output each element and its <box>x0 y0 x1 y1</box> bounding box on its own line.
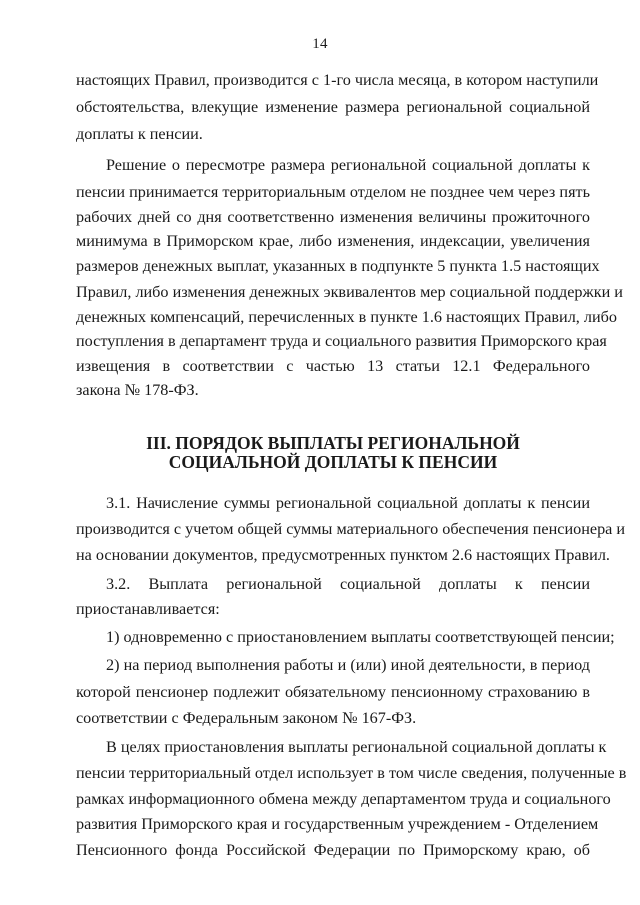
paragraph-line: пенсии принимается территориальным отделом не позднее чем через пять <box>76 183 590 201</box>
list-item: 2) на период выполнения работы и (или) иной деятельности, в период <box>106 656 590 674</box>
paragraph-line: пенсии территориальный отдел использует в том числе сведения, полученные в <box>76 764 627 782</box>
paragraph-line: развития Приморского края и государственным учреждением - Отделением <box>76 815 599 833</box>
paragraph-line: доплаты к пенсии. <box>76 125 203 143</box>
paragraph-line: производится с учетом общей суммы материального обеспечения пенсионера и <box>76 520 626 538</box>
paragraph-line: приостанавливается: <box>76 600 220 618</box>
paragraph-line: извещения в соответствии с частью 13 статьи 12.1 Федерального <box>76 357 590 375</box>
paragraph-line: Решение о пересмотре размера региональной социальной доплаты к <box>106 156 590 174</box>
paragraph-line: рабочих дней со дня соответственно изменения величины прожиточного <box>76 208 590 226</box>
paragraph-line: поступления в департамент труда и социального развития Приморского края <box>76 332 607 350</box>
paragraph-line: обстоятельства, влекущие изменение размера региональной социальной <box>76 98 590 116</box>
paragraph-line: 3.1. Начисление суммы региональной социальной доплаты к пенсии <box>106 494 590 512</box>
paragraph-line: которой пенсионер подлежит обязательному пенсионному страхованию в <box>76 683 590 701</box>
paragraph-line: настоящих Правил, производится с 1-го числа месяца, в котором наступили <box>76 71 599 89</box>
paragraph-line: 3.2. Выплата региональной социальной доплаты к пенсии <box>106 575 590 593</box>
paragraph-line: Правил, либо изменения денежных эквивалентов мер социальной поддержки и <box>76 283 623 301</box>
section-heading: СОЦИАЛЬНОЙ ДОПЛАТЫ К ПЕНСИИ <box>168 452 498 472</box>
paragraph-line: на основании документов, предусмотренных пунктом 2.6 настоящих Правил. <box>76 546 610 564</box>
section-heading: III. ПОРЯДОК ВЫПЛАТЫ РЕГИОНАЛЬНОЙ <box>146 433 520 453</box>
list-item: 1) одновременно с приостановлением выплаты соответствующей пенсии; <box>106 628 615 646</box>
paragraph-line: закона № 178-ФЗ. <box>76 381 199 399</box>
paragraph-line: денежных компенсаций, перечисленных в пункте 1.6 настоящих Правил, либо <box>76 308 617 326</box>
page-number: 14 <box>312 36 328 52</box>
paragraph-line: минимума в Приморском крае, либо изменения, индексации, увеличения <box>76 232 590 250</box>
paragraph-line: В целях приостановления выплаты региональной социальной доплаты к <box>106 738 607 756</box>
paragraph-line: размеров денежных выплат, указанных в подпункте 5 пункта 1.5 настоящих <box>76 257 600 275</box>
paragraph-line: соответствии с Федеральным законом № 167-ФЗ. <box>76 709 417 727</box>
paragraph-line: Пенсионного фонда Российской Федерации по Приморскому краю, об <box>76 841 590 859</box>
paragraph-line: рамках информационного обмена между департаментом труда и социального <box>76 790 611 808</box>
